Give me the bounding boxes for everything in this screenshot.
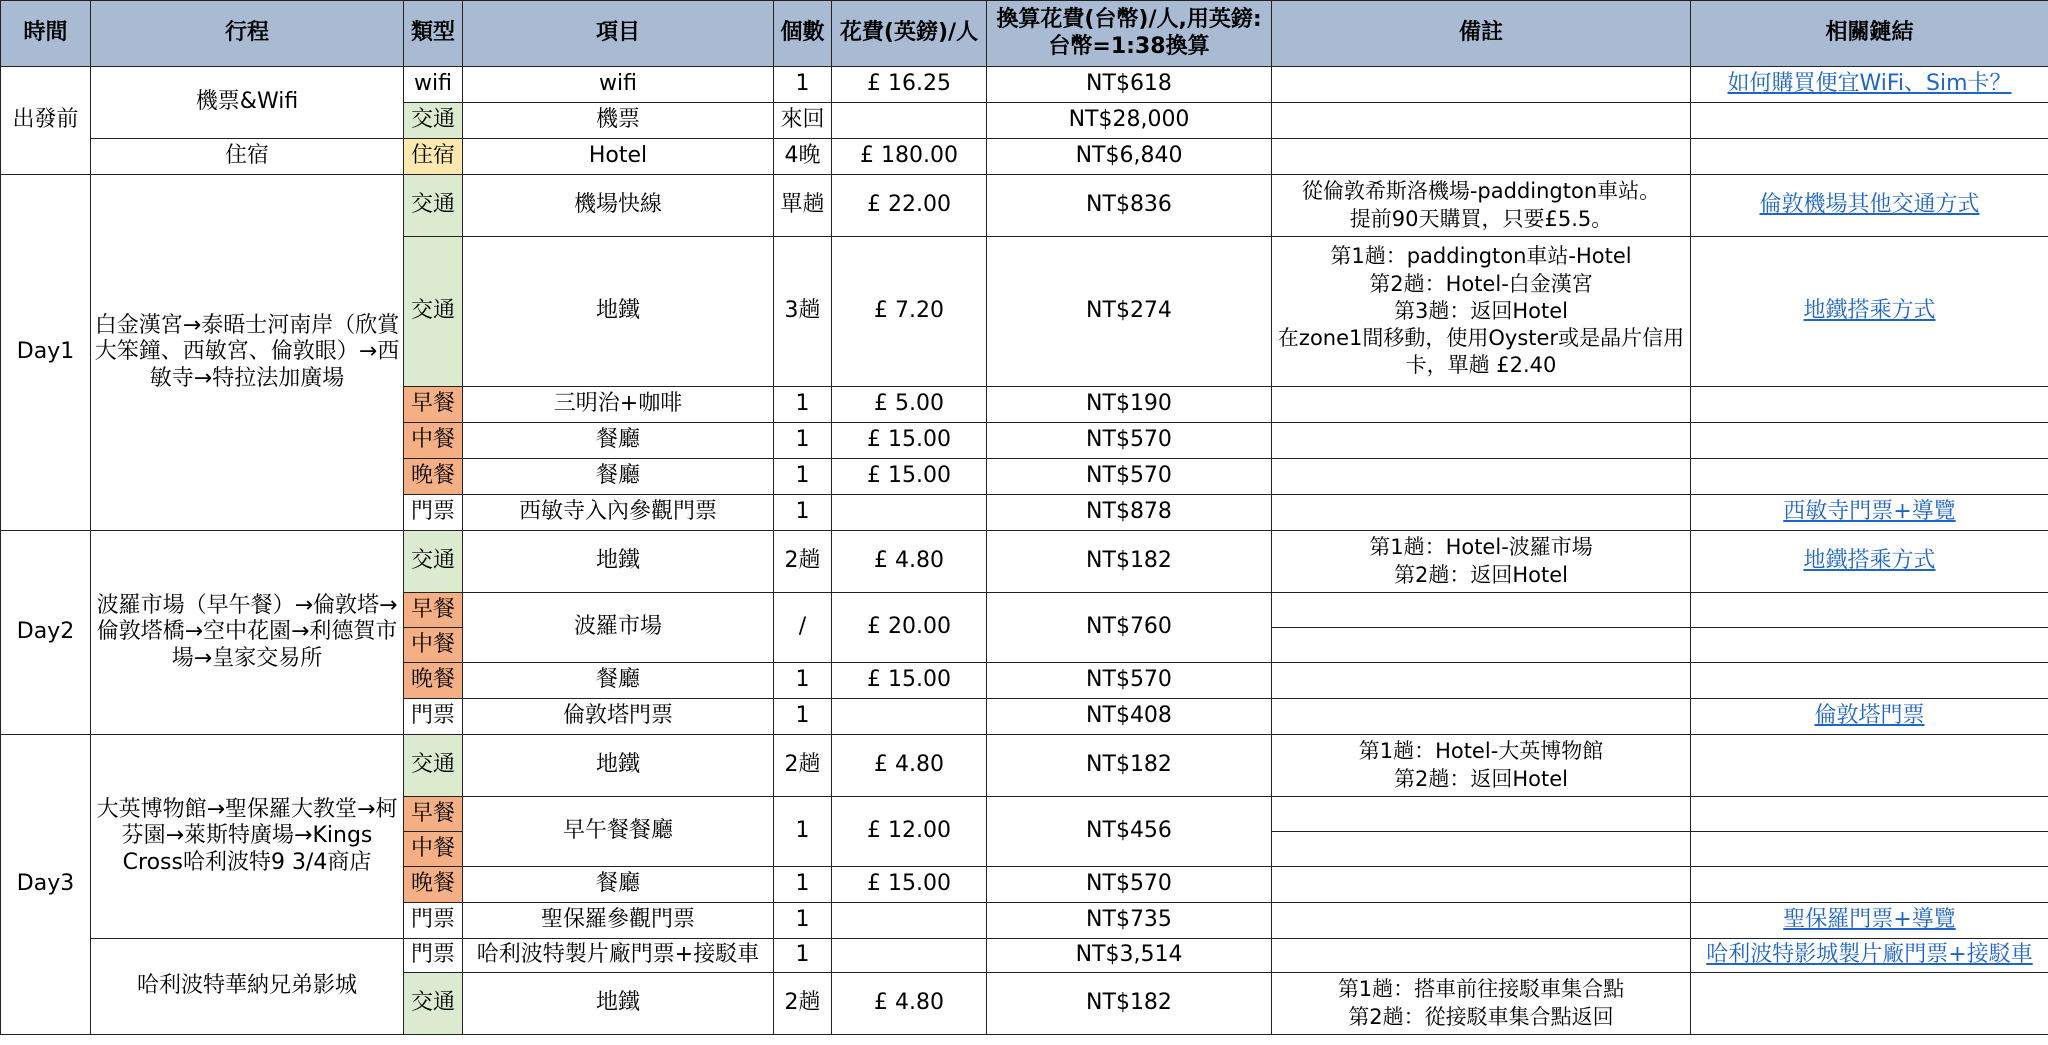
count-cell[interactable]: 1: [774, 459, 832, 495]
gbp-cell[interactable]: £ 4.80: [832, 973, 987, 1035]
gbp-cell[interactable]: £ 15.00: [832, 663, 987, 699]
twd-cell[interactable]: NT$735: [987, 903, 1272, 939]
note-cell[interactable]: [1272, 387, 1691, 423]
table-row: [1, 735, 2048, 797]
gbp-cell[interactable]: £ 15.00: [832, 867, 987, 903]
header-itinerary[interactable]: 行程: [91, 1, 404, 67]
note-line: 第2趟：從接駁車集合點返回: [1348, 1004, 1614, 1029]
twd-cell[interactable]: NT$570: [987, 867, 1272, 903]
table-row: [1, 139, 2048, 175]
type-cell[interactable]: 晚餐: [404, 663, 463, 699]
twd-cell[interactable]: NT$570: [987, 459, 1272, 495]
type-cell[interactable]: 門票: [404, 903, 463, 939]
link-cell[interactable]: [1691, 797, 2048, 832]
gbp-cell[interactable]: £ 12.00: [832, 797, 987, 867]
twd-cell[interactable]: NT$408: [987, 699, 1272, 735]
count-cell[interactable]: 4晚: [774, 139, 832, 175]
link-cell[interactable]: [1691, 103, 2048, 139]
itinerary-cell[interactable]: 哈利波特華納兄弟影城: [91, 939, 404, 1035]
link-cell[interactable]: [1691, 67, 2048, 103]
type-cell[interactable]: 中餐: [404, 423, 463, 459]
item-cell[interactable]: 西敏寺入內參觀門票: [463, 495, 774, 531]
link-cell[interactable]: [1691, 459, 2048, 495]
count-cell[interactable]: /: [774, 593, 832, 663]
gbp-cell[interactable]: £ 16.25: [832, 67, 987, 103]
count-cell[interactable]: 1: [774, 495, 832, 531]
header-note[interactable]: 備註: [1272, 1, 1691, 67]
count-cell[interactable]: 2趟: [774, 735, 832, 797]
gbp-cell[interactable]: £ 4.80: [832, 735, 987, 797]
link-cell[interactable]: [1691, 663, 2048, 699]
note-line: 在zone1間移動，使用Oyster或是晶片信用卡，單趟 £2.40: [1277, 326, 1685, 378]
item-cell[interactable]: 餐廳: [463, 459, 774, 495]
gbp-cell[interactable]: £ 15.00: [832, 459, 987, 495]
note-line: 第2趟：返回Hotel: [1394, 562, 1568, 587]
item-cell[interactable]: 地鐵: [463, 531, 774, 593]
item-cell[interactable]: 地鐵: [463, 237, 774, 387]
type-cell[interactable]: 晚餐: [404, 459, 463, 495]
link-cell[interactable]: [1691, 735, 2048, 797]
type-cell[interactable]: 住宿: [404, 139, 463, 175]
twd-cell[interactable]: NT$28,000: [987, 103, 1272, 139]
item-cell[interactable]: Hotel: [463, 139, 774, 175]
type-cell[interactable]: wifi: [404, 67, 463, 103]
count-cell[interactable]: 1: [774, 903, 832, 939]
note-line: 從倫敦希斯洛機場-paddington車站。: [1301, 179, 1661, 204]
header-cost-gbp[interactable]: 花費(英鎊)/人: [832, 1, 987, 67]
header-count[interactable]: 個數: [774, 1, 832, 67]
link-subway-guide[interactable]: 地鐵搭乘方式: [1803, 298, 1936, 324]
count-cell[interactable]: 1: [774, 699, 832, 735]
link-harry-potter-ticket[interactable]: 哈利波特影城製片廠門票+接駁車: [1706, 942, 2033, 968]
item-cell[interactable]: 波羅市場: [463, 593, 774, 663]
note-line: 第2趟：返回Hotel: [1394, 766, 1568, 791]
time-cell[interactable]: 出發前: [1, 67, 91, 175]
note-line: 第1趟：Hotel-大英博物館: [1358, 739, 1604, 764]
type-cell[interactable]: 晚餐: [404, 867, 463, 903]
type-cell[interactable]: 交通: [404, 175, 463, 237]
note-line: 提前90天購買，只要£5.5。: [1349, 206, 1613, 231]
count-cell[interactable]: 1: [774, 423, 832, 459]
link-stpauls-ticket[interactable]: 聖保羅門票+導覽: [1783, 907, 1956, 933]
count-cell[interactable]: 1: [774, 867, 832, 903]
header-cost-twd[interactable]: 換算花費(台幣)/人,用英鎊:台幣=1:38換算: [987, 1, 1272, 67]
gbp-cell[interactable]: £ 7.20: [832, 237, 987, 387]
type-cell[interactable]: 交通: [404, 973, 463, 1035]
itinerary-cell[interactable]: 白金漢宮→泰晤士河南岸（欣賞大笨鐘、西敏宮、倫敦眼）→西敏寺→特拉法加廣場: [91, 175, 404, 531]
note-cell[interactable]: [1272, 973, 1691, 1035]
note-cell[interactable]: [1272, 139, 1691, 175]
item-cell[interactable]: 地鐵: [463, 973, 774, 1035]
note-cell[interactable]: [1272, 459, 1691, 495]
gbp-cell[interactable]: £ 20.00: [832, 593, 987, 663]
link-airport-transport[interactable]: 倫敦機場其他交通方式: [1759, 192, 1980, 218]
note-cell[interactable]: [1272, 531, 1691, 593]
twd-cell[interactable]: NT$274: [987, 237, 1272, 387]
twd-cell[interactable]: NT$878: [987, 495, 1272, 531]
time-cell[interactable]: Day3: [1, 735, 91, 1035]
itinerary-cell[interactable]: 波羅市場（早午餐）→倫敦塔→倫敦塔橋→空中花園→利德賀市場→皇家交易所: [91, 531, 404, 735]
twd-cell[interactable]: NT$6,840: [987, 139, 1272, 175]
item-cell[interactable]: 聖保羅參觀門票: [463, 903, 774, 939]
note-cell[interactable]: [1272, 103, 1691, 139]
note-cell[interactable]: [1272, 939, 1691, 973]
type-cell[interactable]: 門票: [404, 699, 463, 735]
link-cell[interactable]: [1691, 699, 2048, 735]
type-cell[interactable]: 交通: [404, 237, 463, 387]
type-cell[interactable]: 交通: [404, 531, 463, 593]
type-cell[interactable]: 門票: [404, 495, 463, 531]
note-cell[interactable]: [1272, 867, 1691, 903]
table-row: [1, 175, 2048, 237]
itinerary-cell[interactable]: 大英博物館→聖保羅大教堂→柯芬園→萊斯特廣場→Kings Cross哈利波特9 3/4商店: [91, 735, 404, 939]
header-row: [1, 1, 2048, 67]
twd-cell[interactable]: NT$190: [987, 387, 1272, 423]
header-item[interactable]: 項目: [463, 1, 774, 67]
note-cell[interactable]: [1272, 699, 1691, 735]
type-cell[interactable]: 交通: [404, 735, 463, 797]
count-cell[interactable]: 3趟: [774, 237, 832, 387]
time-cell[interactable]: Day2: [1, 531, 91, 735]
link-cell[interactable]: [1691, 495, 2048, 531]
note-cell[interactable]: [1272, 628, 1691, 663]
note-line: 第1趟：Hotel-波羅市場: [1369, 535, 1593, 560]
item-cell[interactable]: 餐廳: [463, 867, 774, 903]
count-cell[interactable]: 1: [774, 67, 832, 103]
note-line: 第3趟：返回Hotel: [1394, 298, 1568, 323]
link-tower-ticket[interactable]: 倫敦塔門票: [1814, 703, 1925, 729]
item-cell[interactable]: 機票: [463, 103, 774, 139]
link-cell[interactable]: [1691, 628, 2048, 663]
twd-cell[interactable]: NT$760: [987, 593, 1272, 663]
header-time[interactable]: 時間: [1, 1, 91, 67]
item-cell[interactable]: 哈利波特製片廠門票+接駁車: [463, 939, 774, 973]
type-cell[interactable]: 中餐: [404, 628, 463, 663]
header-type[interactable]: 類型: [404, 1, 463, 67]
item-cell[interactable]: 餐廳: [463, 663, 774, 699]
link-cell[interactable]: [1691, 832, 2048, 867]
count-cell[interactable]: 來回: [774, 103, 832, 139]
link-cell[interactable]: [1691, 939, 2048, 973]
note-cell[interactable]: [1272, 423, 1691, 459]
count-cell[interactable]: 1: [774, 797, 832, 867]
note-cell[interactable]: [1272, 495, 1691, 531]
twd-cell[interactable]: NT$570: [987, 663, 1272, 699]
link-cell[interactable]: [1691, 139, 2048, 175]
note-cell[interactable]: [1272, 67, 1691, 103]
table-row: [1, 939, 2048, 973]
header-links[interactable]: 相關鏈結: [1691, 1, 2048, 67]
gbp-cell[interactable]: [832, 939, 987, 973]
link-wifi-sim[interactable]: 如何購買便宜WiFi、Sim卡？: [1727, 71, 2012, 97]
note-line: 第1趟：paddington車站-Hotel: [1330, 244, 1632, 269]
item-cell[interactable]: 餐廳: [463, 423, 774, 459]
gbp-cell[interactable]: £ 5.00: [832, 387, 987, 423]
note-line: 第2趟：Hotel-白金漢宮: [1369, 271, 1593, 296]
note-line: 第1趟：搭車前往接駁車集合點: [1337, 977, 1625, 1002]
item-cell[interactable]: 倫敦塔門票: [463, 699, 774, 735]
twd-cell[interactable]: NT$3,514: [987, 939, 1272, 973]
link-westminster-ticket[interactable]: 西敏寺門票+導覽: [1783, 499, 1956, 525]
note-cell[interactable]: [1272, 175, 1691, 237]
type-cell[interactable]: 門票: [404, 939, 463, 973]
item-cell[interactable]: 早午餐餐廳: [463, 797, 774, 867]
count-cell[interactable]: 2趟: [774, 531, 832, 593]
note-cell[interactable]: [1272, 593, 1691, 628]
gbp-cell[interactable]: £ 4.80: [832, 531, 987, 593]
itinerary-cell[interactable]: 機票&Wifi: [91, 67, 404, 139]
link-cell[interactable]: [1691, 237, 2048, 387]
gbp-cell[interactable]: [832, 903, 987, 939]
count-cell[interactable]: 1: [774, 939, 832, 973]
count-cell[interactable]: 2趟: [774, 973, 832, 1035]
type-cell[interactable]: 中餐: [404, 832, 463, 867]
gbp-cell[interactable]: [832, 699, 987, 735]
count-cell[interactable]: 1: [774, 663, 832, 699]
time-cell[interactable]: Day1: [1, 175, 91, 531]
item-cell[interactable]: 機場快線: [463, 175, 774, 237]
link-cell[interactable]: [1691, 387, 2048, 423]
twd-cell[interactable]: NT$570: [987, 423, 1272, 459]
item-cell[interactable]: 地鐵: [463, 735, 774, 797]
link-cell[interactable]: [1691, 903, 2048, 939]
type-cell[interactable]: 早餐: [404, 387, 463, 423]
twd-cell[interactable]: NT$618: [987, 67, 1272, 103]
twd-cell[interactable]: NT$836: [987, 175, 1272, 237]
link-cell[interactable]: [1691, 867, 2048, 903]
itinerary-cell[interactable]: 住宿: [91, 139, 404, 175]
table-row: [1, 531, 2048, 593]
gbp-cell[interactable]: [832, 103, 987, 139]
type-cell[interactable]: 早餐: [404, 797, 463, 832]
table-row: [1, 67, 2048, 103]
gbp-cell[interactable]: £ 15.00: [832, 423, 987, 459]
item-cell[interactable]: wifi: [463, 67, 774, 103]
twd-cell[interactable]: NT$456: [987, 797, 1272, 867]
note-cell[interactable]: [1272, 903, 1691, 939]
gbp-cell[interactable]: [832, 495, 987, 531]
item-cell[interactable]: 三明治+咖啡: [463, 387, 774, 423]
note-cell[interactable]: [1272, 832, 1691, 867]
twd-cell[interactable]: NT$182: [987, 531, 1272, 593]
link-cell[interactable]: [1691, 973, 2048, 1035]
gbp-cell[interactable]: £ 180.00: [832, 139, 987, 175]
type-cell[interactable]: 交通: [404, 103, 463, 139]
note-cell[interactable]: [1272, 797, 1691, 832]
link-cell[interactable]: [1691, 175, 2048, 237]
count-cell[interactable]: 1: [774, 387, 832, 423]
note-cell[interactable]: [1272, 735, 1691, 797]
link-cell[interactable]: [1691, 423, 2048, 459]
type-cell[interactable]: 早餐: [404, 593, 463, 628]
count-cell[interactable]: 單趟: [774, 175, 832, 237]
note-cell[interactable]: [1272, 663, 1691, 699]
gbp-cell[interactable]: £ 22.00: [832, 175, 987, 237]
twd-cell[interactable]: NT$182: [987, 973, 1272, 1035]
note-cell[interactable]: [1272, 237, 1691, 387]
link-subway-guide[interactable]: 地鐵搭乘方式: [1803, 548, 1936, 574]
link-cell[interactable]: [1691, 593, 2048, 628]
link-cell[interactable]: [1691, 531, 2048, 593]
twd-cell[interactable]: NT$182: [987, 735, 1272, 797]
